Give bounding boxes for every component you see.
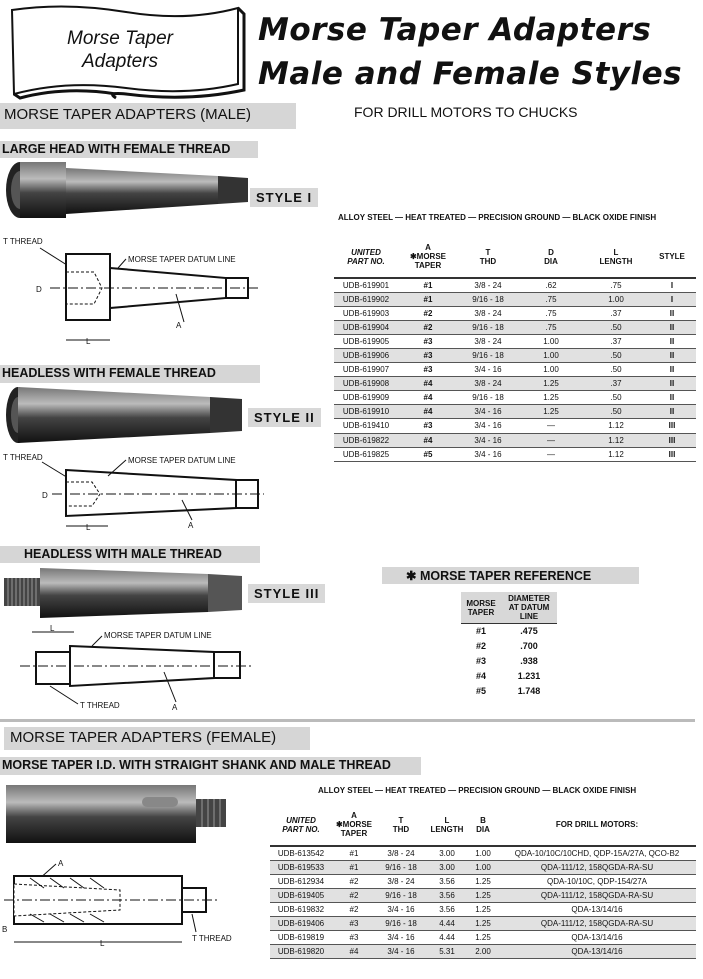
a-label-3: A — [172, 703, 178, 712]
female-table-cell: 5.31 — [426, 945, 468, 959]
male-col-part: UNITED PART NO. — [334, 236, 398, 278]
female-table-row — [270, 846, 696, 860]
female-table-cell: QDA-111/12, 158QGDA-RA-SU — [498, 916, 696, 930]
t-thread-label: T THREAD — [3, 237, 43, 246]
male-table-row — [334, 306, 696, 320]
male-table-cell: II — [648, 348, 696, 362]
female-table-cell: #2 — [332, 902, 376, 916]
female-diagram — [0, 852, 262, 952]
female-table-cell: 3.56 — [426, 874, 468, 888]
male-table-cell: 3/4 - 16 — [458, 447, 518, 461]
reference-table-cell: 1.231 — [517, 671, 541, 681]
male-table-cell: .37 — [584, 334, 648, 348]
female-table-cell: 3.00 — [426, 846, 468, 860]
male-table-cell: 3/4 - 16 — [458, 363, 518, 377]
male-table-cell: II — [648, 405, 696, 419]
female-table-cell: 3.56 — [426, 902, 468, 916]
male-table-cell: 1.12 — [584, 433, 648, 447]
male-table-cell: III — [648, 419, 696, 433]
female-table-cell: 3/8 - 24 — [376, 846, 426, 860]
male-table-cell: 1.00 — [518, 334, 584, 348]
male-table-cell: UDB-619902 — [334, 292, 398, 306]
female-table-cell: 1.25 — [468, 931, 498, 945]
male-table-cell: III — [648, 447, 696, 461]
female-table-cell: UDB-613542 — [270, 846, 332, 860]
male-table-cell: 1.00 — [518, 348, 584, 362]
t-thread-label-3: T THREAD — [80, 701, 120, 710]
female-table-cell: UDB-619406 — [270, 916, 332, 930]
banner-line-1: Morse Taper — [67, 28, 173, 49]
male-table-cell: #3 — [398, 334, 458, 348]
female-table-cell: 3/4 - 16 — [376, 902, 426, 916]
reference-table-cell: #4 — [475, 671, 486, 681]
male-table-cell: .50 — [584, 320, 648, 334]
male-table-cell: I — [648, 278, 696, 292]
male-table-note: ALLOY STEEL — HEAT TREATED — PRECISION GROUND — BLACK OXIDE FINISH — [338, 213, 657, 222]
female-table-cell: 1.25 — [468, 902, 498, 916]
male-table-cell: 9/16 - 18 — [458, 391, 518, 405]
male-table-cell: 9/16 - 18 — [458, 320, 518, 334]
male-table-cell: 3/4 - 16 — [458, 433, 518, 447]
male-table-cell: 3/4 - 16 — [458, 419, 518, 433]
male-table-cell: .75 — [584, 278, 648, 292]
female-table-body — [270, 846, 696, 959]
l-label-4: L — [100, 939, 105, 948]
male-table-cell: .75 — [518, 320, 584, 334]
reference-col-diameter: DIAMETER AT DATUM LINE — [501, 592, 557, 624]
male-table-cell: 3/8 - 24 — [458, 306, 518, 320]
female-table-cell: QDA-13/14/16 — [498, 902, 696, 916]
style2-heading: HEADLESS WITH FEMALE THREAD — [0, 365, 260, 383]
female-section-heading: MORSE TAPER ADAPTERS (FEMALE) — [4, 727, 310, 750]
style1-label: STYLE I — [250, 188, 318, 207]
female-col-thd: T THD — [376, 804, 426, 846]
male-table-cell: 1.00 — [518, 363, 584, 377]
l-label-3: L — [50, 624, 55, 633]
male-table-cell: UDB-619903 — [334, 306, 398, 320]
male-table-cell: — — [518, 447, 584, 461]
style3-label: STYLE III — [248, 584, 325, 603]
female-table-cell: UDB-619533 — [270, 860, 332, 874]
style3-heading: HEADLESS WITH MALE THREAD — [0, 546, 260, 563]
female-table-row — [270, 902, 696, 916]
male-table-cell: — — [518, 419, 584, 433]
male-table-cell: #3 — [398, 419, 458, 433]
reference-table-row — [461, 684, 557, 699]
male-table-cell: .50 — [584, 391, 648, 405]
male-table-row — [334, 405, 696, 419]
male-table-row — [334, 363, 696, 377]
male-table-cell: #1 — [398, 292, 458, 306]
male-table-cell: II — [648, 377, 696, 391]
male-table-cell: .75 — [518, 292, 584, 306]
female-table-cell: QDA-13/14/16 — [498, 945, 696, 959]
male-table-cell: 3/4 - 16 — [458, 405, 518, 419]
male-table-cell: .62 — [518, 278, 584, 292]
female-table-cell: UDB-619819 — [270, 931, 332, 945]
reference-table-cell: .475 — [520, 626, 538, 637]
female-table-cell: #2 — [332, 888, 376, 902]
male-table-row — [334, 334, 696, 348]
male-table-cell: UDB-619822 — [334, 433, 398, 447]
male-table-cell: UDB-619905 — [334, 334, 398, 348]
male-table-cell: 3/8 - 24 — [458, 334, 518, 348]
male-table-row — [334, 292, 696, 306]
male-table-cell: #2 — [398, 320, 458, 334]
reference-table-row — [461, 624, 557, 639]
male-table-cell: 1.12 — [584, 447, 648, 461]
reference-table — [461, 592, 557, 699]
female-table-row — [270, 888, 696, 902]
page-title-line2: Male and Female Styles — [258, 56, 683, 92]
female-table-cell: QDA-13/14/16 — [498, 931, 696, 945]
style1-diagram — [0, 232, 270, 352]
female-table-cell: 3.00 — [426, 860, 468, 874]
female-table-row — [270, 931, 696, 945]
a-label: A — [176, 321, 182, 330]
male-table-row — [334, 377, 696, 391]
page-title-line1: Morse Taper Adapters — [258, 12, 652, 48]
female-table-row — [270, 916, 696, 930]
male-table-cell: II — [648, 306, 696, 320]
reference-table-row — [461, 654, 557, 669]
male-table-cell: 3/8 - 24 — [458, 377, 518, 391]
female-table-cell: 3.56 — [426, 888, 468, 902]
l-label: L — [86, 337, 91, 346]
male-table-cell: III — [648, 433, 696, 447]
section-divider — [0, 719, 695, 722]
style3-diagram — [0, 622, 260, 714]
female-table-cell: UDB-619820 — [270, 945, 332, 959]
reference-table-cell: #2 — [475, 641, 486, 651]
female-table-cell: 9/16 - 18 — [376, 916, 426, 930]
datum-label-2: MORSE TAPER DATUM LINE — [128, 456, 236, 465]
d-label-2: D — [42, 491, 48, 500]
male-table-row — [334, 447, 696, 461]
male-table-body — [334, 278, 696, 461]
female-table-note: ALLOY STEEL — HEAT TREATED — PRECISION GROUND — BLACK OXIDE FINISH — [318, 786, 637, 795]
male-table-cell: II — [648, 363, 696, 377]
female-table-cell: 3/4 - 16 — [376, 931, 426, 945]
female-table-cell: 9/16 - 18 — [376, 860, 426, 874]
a-label-2: A — [188, 521, 194, 530]
male-table-row — [334, 320, 696, 334]
male-spec-table — [334, 236, 696, 462]
t-thread-label-4: T THREAD — [192, 934, 232, 943]
female-table-cell: 1.00 — [468, 860, 498, 874]
male-table-row — [334, 391, 696, 405]
female-table-row — [270, 945, 696, 959]
male-table-cell: 9/16 - 18 — [458, 348, 518, 362]
t-thread-label-2: T THREAD — [3, 453, 43, 462]
female-table-cell: UDB-612934 — [270, 874, 332, 888]
female-table-cell: QDA-111/12, 158QGDA-RA-SU — [498, 860, 696, 874]
female-table-cell: QDA-10/10C, QDP-154/27A — [498, 874, 696, 888]
female-table-cell: #4 — [332, 945, 376, 959]
male-section-subtitle: FOR DRILL MOTORS TO CHUCKS — [354, 104, 578, 120]
d-label: D — [36, 285, 42, 294]
female-table-header-row — [270, 804, 696, 846]
female-table-cell: 2.00 — [468, 945, 498, 959]
datum-label-3: MORSE TAPER DATUM LINE — [104, 631, 212, 640]
reference-table-cell: #1 — [475, 626, 486, 637]
female-table-row — [270, 860, 696, 874]
male-table-cell: #4 — [398, 405, 458, 419]
female-table-cell: #1 — [332, 860, 376, 874]
female-col-dia: B DIA — [468, 804, 498, 846]
banner-text — [40, 27, 200, 73]
female-table-cell: #3 — [332, 916, 376, 930]
male-table-cell: UDB-619909 — [334, 391, 398, 405]
male-table-cell: UDB-619904 — [334, 320, 398, 334]
male-table-cell: UDB-619907 — [334, 363, 398, 377]
female-table-cell: QDA-10/10C/10CHD, QDP-15A/27A, QCO-B2 — [498, 846, 696, 860]
female-table-cell: QDA-111/12, 158QGDA-RA-SU — [498, 888, 696, 902]
male-table-row — [334, 419, 696, 433]
style1-heading: LARGE HEAD WITH FEMALE THREAD — [0, 141, 258, 158]
male-table-cell: 3/8 - 24 — [458, 278, 518, 292]
female-col-taper: A ✱MORSE TAPER — [332, 804, 376, 846]
male-col-style: STYLE — [648, 236, 696, 278]
female-table-cell: 3/4 - 16 — [376, 945, 426, 959]
male-table-row — [334, 348, 696, 362]
female-table-cell: 1.25 — [468, 888, 498, 902]
male-table-cell: 9/16 - 18 — [458, 292, 518, 306]
male-table-cell: II — [648, 320, 696, 334]
male-col-taper: A ✱MORSE TAPER — [398, 236, 458, 278]
male-table-cell: #4 — [398, 377, 458, 391]
male-table-row — [334, 278, 696, 292]
male-table-cell: #4 — [398, 391, 458, 405]
female-adapter-photo — [4, 783, 230, 845]
style2-diagram — [0, 448, 270, 540]
style2-adapter-photo — [4, 385, 254, 445]
style1-adapter-photo — [4, 160, 254, 220]
l-label-2: L — [86, 523, 91, 532]
reference-table-cell: #5 — [475, 686, 486, 696]
female-table-cell: #3 — [332, 931, 376, 945]
female-col-length: L LENGTH — [426, 804, 468, 846]
male-table-cell: 1.25 — [518, 377, 584, 391]
male-table-cell: #2 — [398, 306, 458, 320]
reference-table-cell: #3 — [475, 656, 486, 666]
male-table-cell: #3 — [398, 363, 458, 377]
male-table-cell: UDB-619908 — [334, 377, 398, 391]
male-table-cell: UDB-619906 — [334, 348, 398, 362]
female-table-cell: UDB-619832 — [270, 902, 332, 916]
male-col-thd: T THD — [458, 236, 518, 278]
male-table-cell: II — [648, 334, 696, 348]
b-label: B — [2, 925, 8, 934]
male-table-header-row — [334, 236, 696, 278]
female-table-cell: #2 — [332, 874, 376, 888]
a-label-4: A — [58, 859, 64, 868]
datum-label: MORSE TAPER DATUM LINE — [128, 255, 236, 264]
female-table-cell: 3/8 - 24 — [376, 874, 426, 888]
female-table-cell: 1.00 — [468, 846, 498, 860]
male-table-cell: I — [648, 292, 696, 306]
female-table-cell: UDB-619405 — [270, 888, 332, 902]
male-table-cell: #3 — [398, 348, 458, 362]
male-table-cell: 1.25 — [518, 405, 584, 419]
male-table-cell: .50 — [584, 405, 648, 419]
male-table-cell: #4 — [398, 433, 458, 447]
reference-col-taper: MORSE TAPER — [461, 592, 501, 624]
reference-table-cell: .938 — [520, 656, 538, 666]
male-col-length: L LENGTH — [584, 236, 648, 278]
reference-table-cell: 1.748 — [517, 686, 541, 696]
female-table-cell: 9/16 - 18 — [376, 888, 426, 902]
male-table-cell: #1 — [398, 278, 458, 292]
male-table-cell: .50 — [584, 363, 648, 377]
female-table-cell: #1 — [332, 846, 376, 860]
style2-label: STYLE II — [248, 408, 321, 427]
female-table-row — [270, 874, 696, 888]
female-col-part: UNITED PART NO. — [270, 804, 332, 846]
male-table-cell: .75 — [518, 306, 584, 320]
male-col-dia: D DIA — [518, 236, 584, 278]
female-sub-heading: MORSE TAPER I.D. WITH STRAIGHT SHANK AND MALE THREAD — [0, 757, 421, 775]
reference-table-row — [461, 639, 557, 654]
male-table-cell: 1.12 — [584, 419, 648, 433]
male-table-cell: .37 — [584, 306, 648, 320]
female-spec-table — [270, 804, 696, 959]
male-table-cell: #5 — [398, 447, 458, 461]
male-table-cell: UDB-619910 — [334, 405, 398, 419]
male-table-cell: 1.00 — [584, 292, 648, 306]
male-table-cell: UDB-619410 — [334, 419, 398, 433]
style3-adapter-photo — [2, 566, 246, 620]
reference-header-row — [461, 592, 557, 624]
female-col-motors: FOR DRILL MOTORS: — [498, 804, 696, 846]
female-table-cell: 1.25 — [468, 916, 498, 930]
male-table-cell: — — [518, 433, 584, 447]
male-table-row — [334, 433, 696, 447]
female-table-cell: 4.44 — [426, 931, 468, 945]
male-section-heading: MORSE TAPER ADAPTERS (MALE) — [0, 103, 296, 129]
female-table-cell: 1.25 — [468, 874, 498, 888]
male-table-cell: .37 — [584, 377, 648, 391]
reference-table-body — [461, 624, 557, 699]
male-table-cell: .50 — [584, 348, 648, 362]
male-table-cell: II — [648, 391, 696, 405]
reference-table-row — [461, 669, 557, 684]
reference-heading: ✱ MORSE TAPER REFERENCE — [382, 567, 639, 584]
male-table-cell: 1.25 — [518, 391, 584, 405]
male-table-cell: UDB-619901 — [334, 278, 398, 292]
banner-line-2: Adapters — [81, 51, 159, 72]
male-table-cell: UDB-619825 — [334, 447, 398, 461]
female-table-cell: 4.44 — [426, 916, 468, 930]
reference-table-cell: .700 — [520, 641, 538, 651]
